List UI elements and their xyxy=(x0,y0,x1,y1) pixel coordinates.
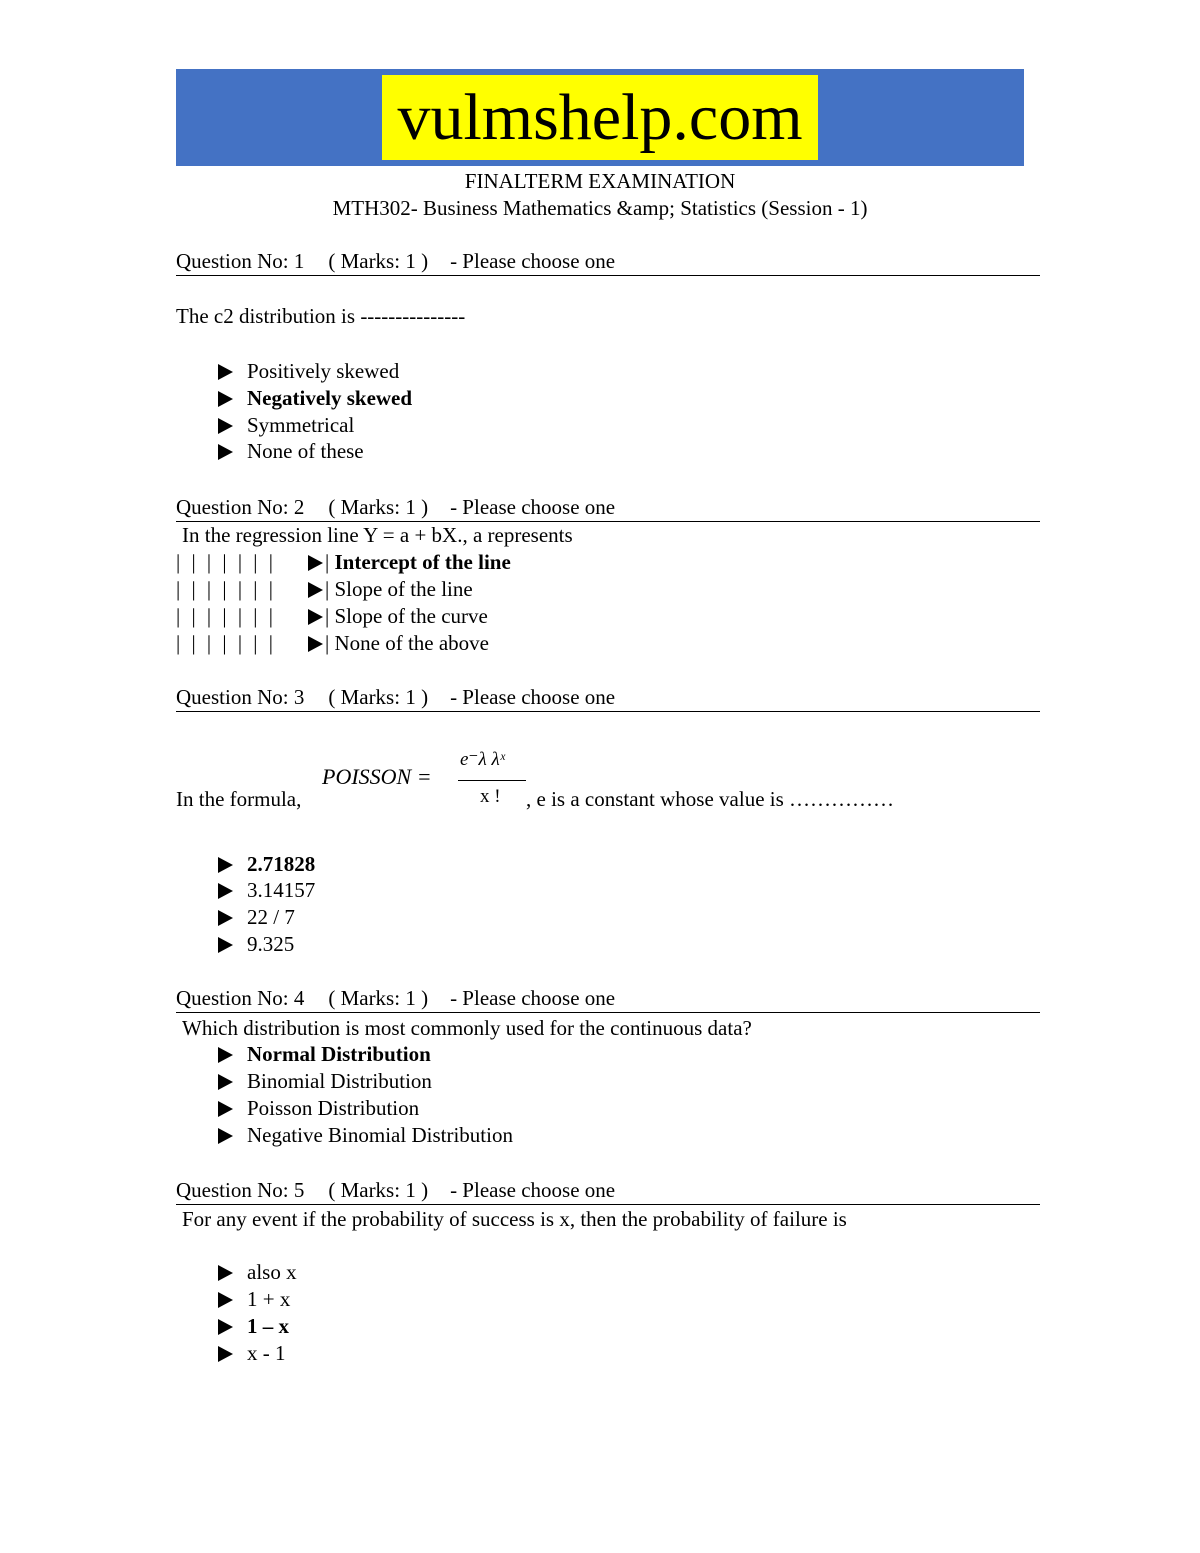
question-instruction: - Please choose one xyxy=(450,1178,616,1202)
arrow-bullet-icon xyxy=(218,937,233,953)
question-2-text: In the regression line Y = a + bX., a represents xyxy=(182,523,573,547)
arrow-bullet-icon xyxy=(308,555,323,571)
question-number: Question No: 1 xyxy=(176,249,305,273)
option-prefix-bars: | | | | | | | xyxy=(176,604,273,628)
option-prefix-bars: | | | | | | | xyxy=(176,577,273,601)
arrow-bullet-icon xyxy=(218,1128,233,1144)
arrow-bullet-icon xyxy=(218,1292,233,1308)
exam-title: FINALTERM EXAMINATION xyxy=(464,169,736,193)
question-5-option-2[interactable]: 1 + x xyxy=(218,1286,290,1312)
question-3-option-4[interactable]: 9.325 xyxy=(218,931,294,957)
arrow-bullet-icon xyxy=(218,1346,233,1362)
question-number: Question No: 3 xyxy=(176,685,305,709)
question-1-option-4[interactable]: None of these xyxy=(218,438,364,464)
question-4-text: Which distribution is most commonly used for the continuous data? xyxy=(182,1016,752,1040)
question-1-option-2[interactable]: Negatively skewed xyxy=(218,385,412,411)
question-3-option-1[interactable]: 2.71828 xyxy=(218,851,315,877)
question-marks: ( Marks: 1 ) xyxy=(328,1178,429,1202)
question-3-heading xyxy=(176,684,1040,712)
option-prefix-bars: | | | | | | | xyxy=(176,631,273,655)
question-1-text: The c2 distribution is --------------- xyxy=(176,304,466,328)
arrow-bullet-icon xyxy=(218,883,233,899)
arrow-bullet-icon xyxy=(218,364,233,380)
question-1-option-1[interactable]: Positively skewed xyxy=(218,358,399,384)
question-instruction: - Please choose one xyxy=(450,495,616,519)
question-2-heading xyxy=(176,494,1040,522)
question-instruction: - Please choose one xyxy=(450,986,616,1010)
question-3-option-3[interactable]: 22 / 7 xyxy=(218,904,295,930)
arrow-bullet-icon xyxy=(218,857,233,873)
arrow-bullet-icon xyxy=(218,1074,233,1090)
formula-numerator: e⁻λ λˣ xyxy=(460,749,506,770)
question-3-option-2[interactable]: 3.14157 xyxy=(218,877,315,903)
option-prefix-bars: | | | | | | | xyxy=(176,550,273,574)
arrow-bullet-icon xyxy=(218,1047,233,1063)
question-4-option-1[interactable]: Normal Distribution xyxy=(218,1041,431,1067)
question-5-heading xyxy=(176,1177,1040,1205)
question-marks: ( Marks: 1 ) xyxy=(328,986,429,1010)
question-4-option-4[interactable]: Negative Binomial Distribution xyxy=(218,1122,513,1148)
question-3-text-before: In the formula, xyxy=(176,787,302,811)
formula-lhs: POISSON = xyxy=(322,764,432,789)
question-5-option-1[interactable]: also x xyxy=(218,1259,297,1285)
question-3-text-after: , e is a constant whose value is …………… xyxy=(526,787,895,811)
question-5-text: For any event if the probability of success is x, then the probability of failure is xyxy=(182,1207,847,1231)
question-marks: ( Marks: 1 ) xyxy=(328,495,429,519)
exam-subtitle: MTH302- Business Mathematics &amp; Statistics (Session - 1) xyxy=(332,196,868,220)
arrow-bullet-icon xyxy=(218,1265,233,1281)
arrow-bullet-icon xyxy=(218,910,233,926)
poisson-formula xyxy=(322,746,532,816)
question-marks: ( Marks: 1 ) xyxy=(328,685,429,709)
arrow-bullet-icon xyxy=(218,1319,233,1335)
question-2-option-2[interactable]: | Slope of the line xyxy=(308,576,473,602)
question-2-option-1[interactable]: | Intercept of the line xyxy=(308,549,511,575)
formula-denominator: x ! xyxy=(480,786,501,807)
question-1-option-3[interactable]: Symmetrical xyxy=(218,412,354,438)
question-number: Question No: 4 xyxy=(176,986,305,1010)
arrow-bullet-icon xyxy=(218,418,233,434)
arrow-bullet-icon xyxy=(308,609,323,625)
arrow-bullet-icon xyxy=(218,444,233,460)
question-instruction: - Please choose one xyxy=(450,685,616,709)
question-instruction: - Please choose one xyxy=(450,249,616,273)
site-logo-text: vulmshelp.com xyxy=(382,75,818,160)
arrow-bullet-icon xyxy=(218,1101,233,1117)
question-5-option-4[interactable]: x - 1 xyxy=(218,1340,286,1366)
question-4-option-3[interactable]: Poisson Distribution xyxy=(218,1095,419,1121)
question-2-option-4[interactable]: | None of the above xyxy=(308,630,489,656)
question-4-option-2[interactable]: Binomial Distribution xyxy=(218,1068,432,1094)
question-2-option-3[interactable]: | Slope of the curve xyxy=(308,603,488,629)
question-number: Question No: 2 xyxy=(176,495,305,519)
arrow-bullet-icon xyxy=(308,582,323,598)
question-marks: ( Marks: 1 ) xyxy=(328,249,429,273)
question-4-heading xyxy=(176,985,1040,1013)
question-5-option-3[interactable]: 1 – x xyxy=(218,1313,289,1339)
arrow-bullet-icon xyxy=(218,391,233,407)
arrow-bullet-icon xyxy=(308,636,323,652)
question-1-heading xyxy=(176,248,1040,276)
fraction-bar xyxy=(458,780,526,781)
question-number: Question No: 5 xyxy=(176,1178,305,1202)
